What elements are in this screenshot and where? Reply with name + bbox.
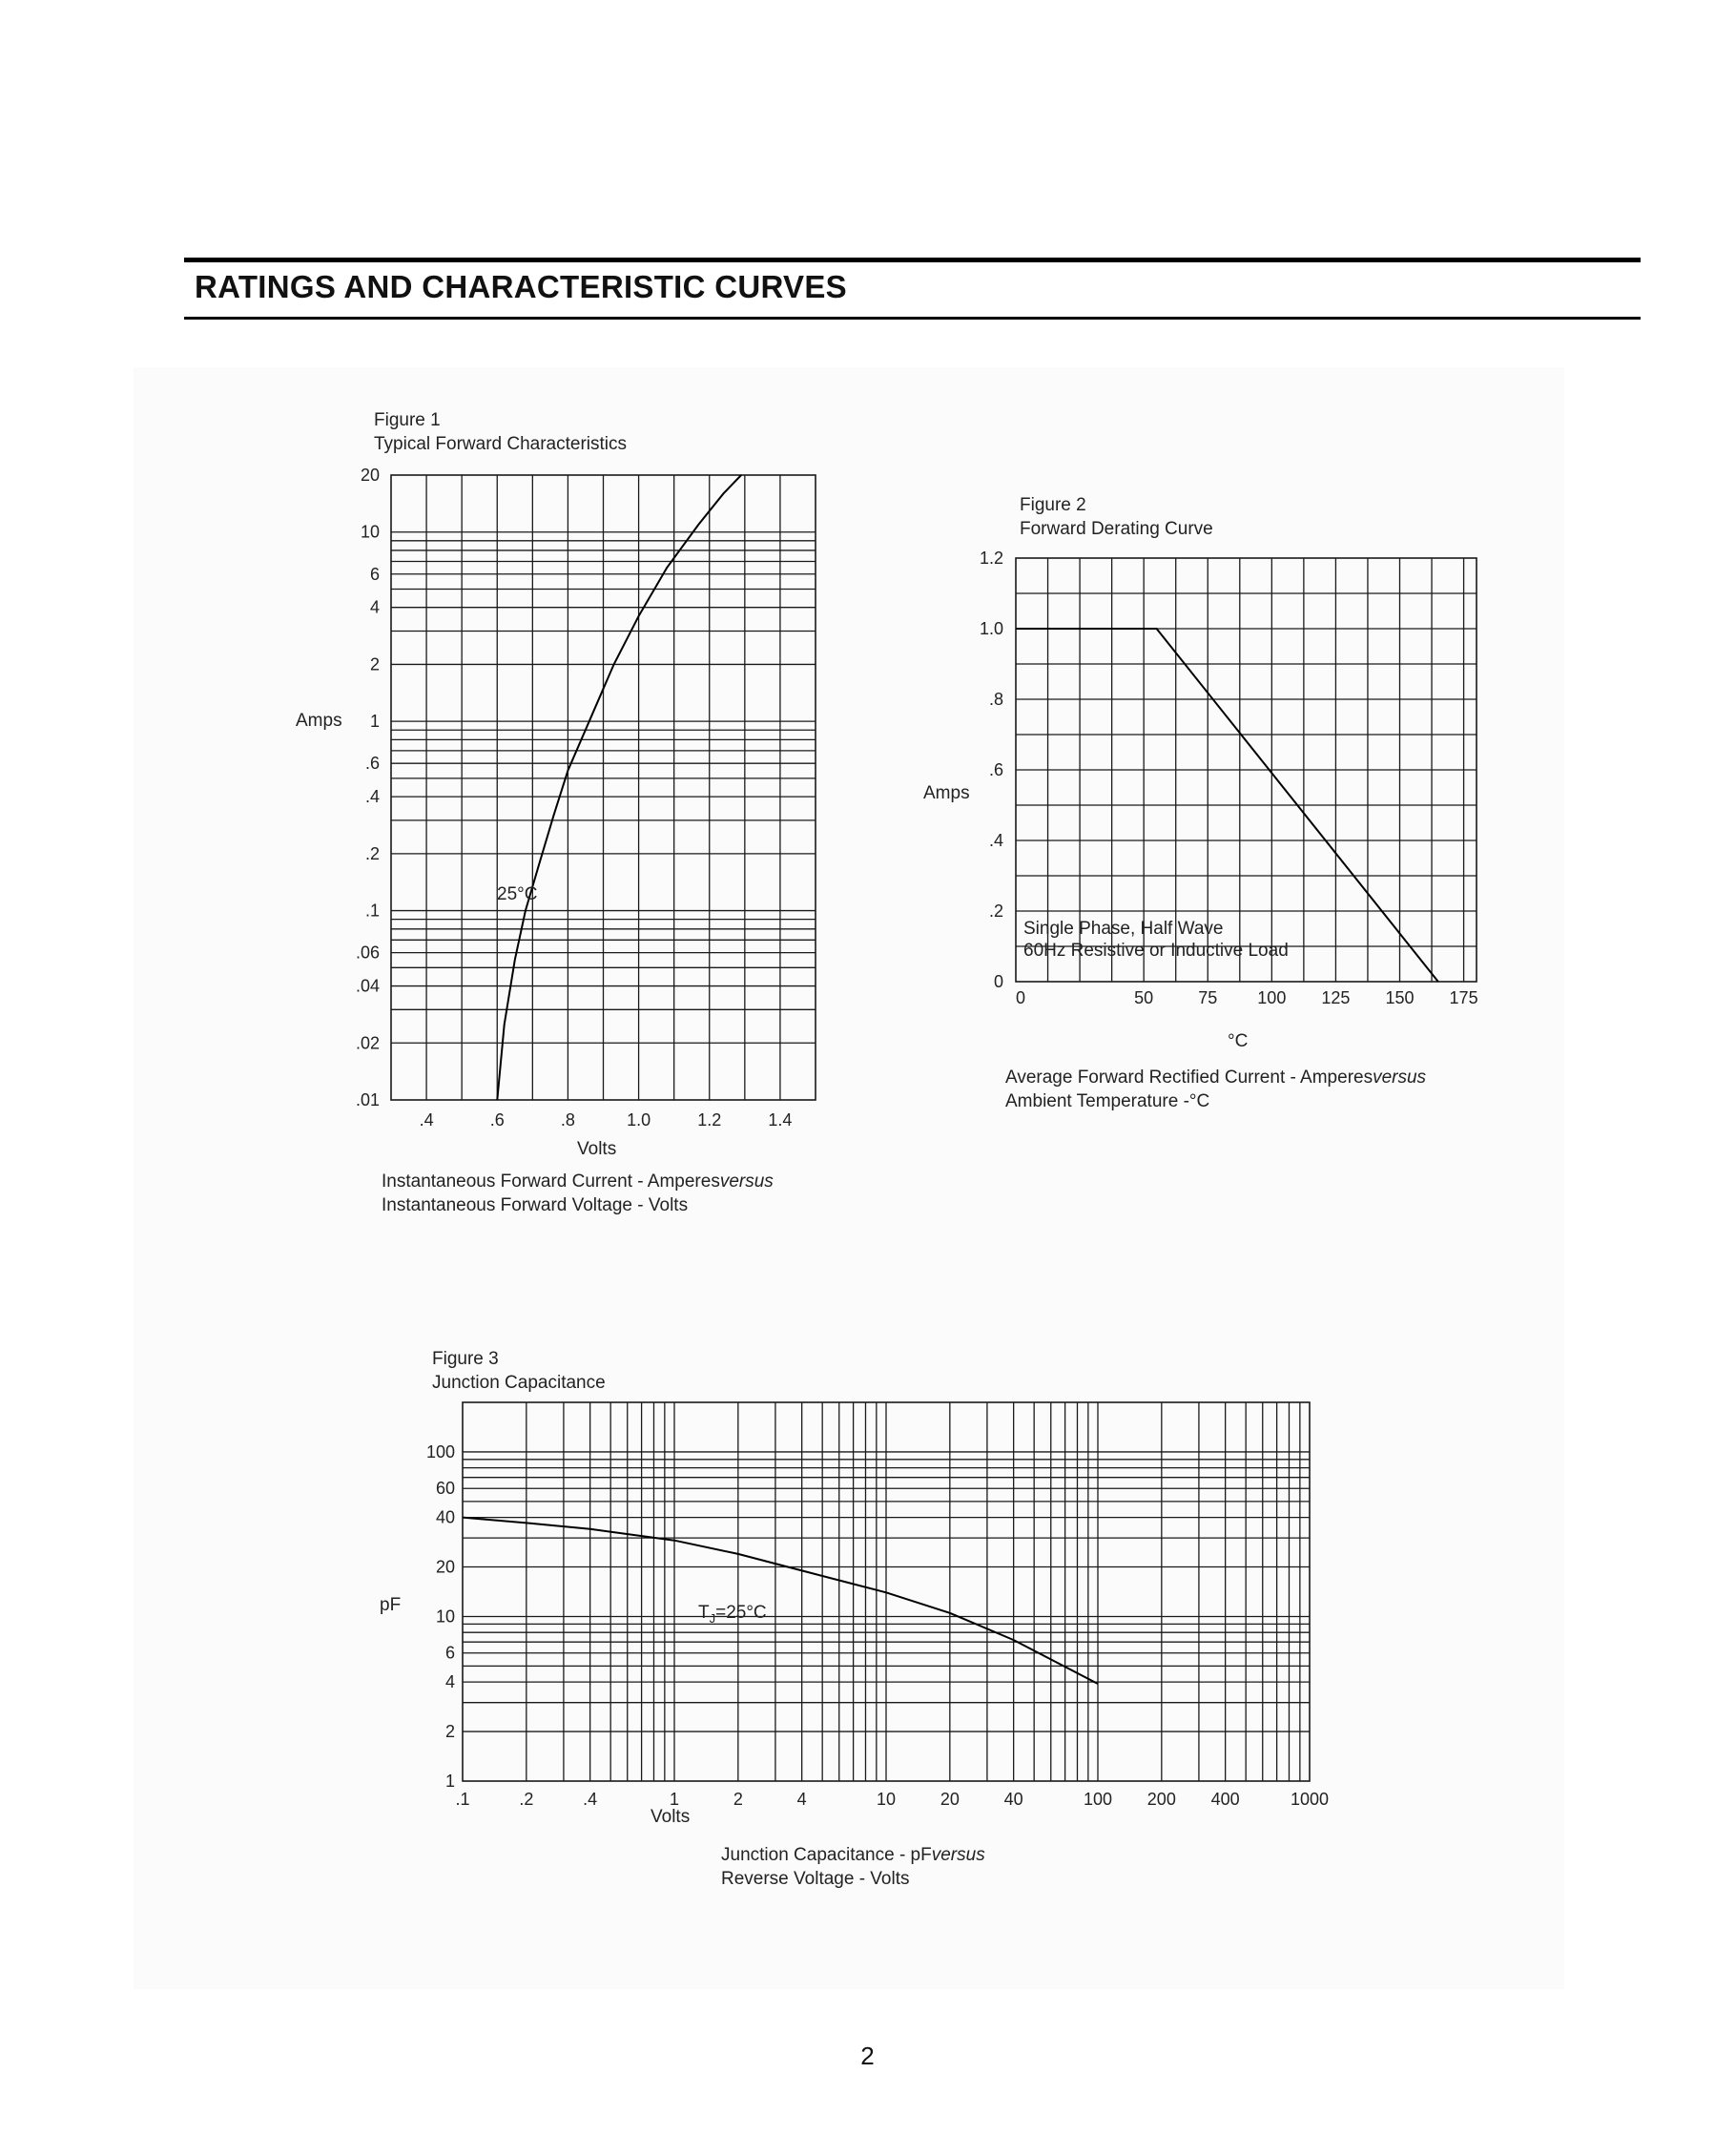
figure-2-annotation-line2: 60Hz Resistive or Inductive Load (1023, 941, 1289, 961)
figure-3-x-tick-label: 1 (669, 1790, 680, 1809)
figure-3-x-tick-label: 2 (733, 1790, 743, 1809)
figure-2-x-tick-label: 175 (1449, 988, 1478, 1007)
figure-2-x-ticks (1016, 988, 1478, 1007)
figure-3-subtitle: Junction Capacitance (432, 1373, 606, 1393)
figure-2-y-tick-label: .2 (988, 902, 1003, 921)
figure-3-annotation-rest: =25°C (715, 1603, 767, 1623)
figure-3-x-tick-label: 20 (940, 1790, 960, 1809)
figure-3-ylabel: pF (380, 1595, 402, 1615)
figure-1-caption-line2: Instantaneous Forward Voltage - Volts (382, 1195, 689, 1215)
figure-3-x-tick-label: .1 (455, 1790, 470, 1809)
figure-2-ylabel: Amps (923, 783, 970, 803)
figure-2-xlabel: °C (1228, 1031, 1249, 1051)
figure-3-y-tick-label: 1 (444, 1772, 455, 1791)
figure-2-x-tick-label: 125 (1321, 988, 1351, 1007)
figure-1-x-tick-label: .4 (419, 1110, 434, 1130)
figure-1-y-tick-label: 10 (360, 522, 380, 542)
figure-3-annotation-sub: J (709, 1611, 716, 1626)
figure-1-subtitle: Typical Forward Characteristics (374, 434, 628, 454)
figure-3-curve (463, 1518, 1098, 1684)
figure-1-annotation: 25°C (497, 884, 538, 904)
figure-2-caption-main: Average Forward Rectified Current - Amperes (1005, 1068, 1374, 1088)
figure-2-subtitle: Forward Derating Curve (1020, 519, 1213, 539)
figure-3-x-tick-label: 4 (796, 1790, 807, 1809)
figure-2-y-tick-label: .4 (988, 831, 1003, 850)
figure-1-y-tick-label: 20 (360, 466, 380, 485)
figure-3-x-tick-label: 40 (1003, 1790, 1023, 1809)
figure-1-y-tick-label: .4 (364, 787, 380, 807)
figure-3-x-tick-label: 400 (1210, 1790, 1240, 1809)
figure-3-y-tick-label: 2 (444, 1722, 455, 1742)
figure-1-caption-versus: versus (719, 1171, 774, 1192)
figure-3 (380, 1349, 1329, 1889)
figure-1-curve (497, 475, 741, 1100)
figure-3-y-tick-label: 6 (444, 1643, 455, 1663)
figure-3-x-tick-label: .2 (519, 1790, 534, 1809)
figure-1-y-tick-label: .1 (364, 901, 380, 921)
figure-2-y-tick-label: .6 (988, 760, 1003, 779)
figure-1-x-tick-label: .6 (489, 1110, 505, 1130)
figure-2-x-tick-label: 150 (1385, 988, 1415, 1007)
figure-3-x-tick-label: .4 (583, 1790, 598, 1809)
figure-2-y-tick-label: 1.0 (979, 619, 1003, 638)
figure-3-y-tick-label: 40 (435, 1507, 455, 1527)
figure-3-y-tick-label: 20 (435, 1557, 455, 1577)
figure-1-grid (391, 475, 816, 1100)
figure-1-xlabel: Volts (577, 1139, 617, 1159)
figure-3-annotation (698, 1603, 767, 1626)
figure-1-y-ticks (356, 466, 380, 1109)
figure-1-y-tick-label: .06 (355, 943, 380, 963)
figure-1-y-tick-label: .2 (364, 843, 380, 863)
figure-2 (923, 495, 1478, 1111)
figure-1-ylabel: Amps (296, 711, 342, 731)
figure-3-xlabel: Volts (651, 1807, 691, 1827)
figure-2-y-tick-label: 0 (993, 972, 1003, 991)
figure-2-caption-line2: Ambient Temperature -°C (1005, 1091, 1210, 1111)
figure-1-y-tick-label: 6 (369, 564, 380, 584)
figure-3-y-tick-label: 10 (435, 1607, 455, 1627)
figure-1-y-tick-label: .6 (364, 754, 380, 774)
figure-1-label: Figure 1 (374, 410, 441, 430)
figure-3-caption-main: Junction Capacitance - pF (721, 1845, 932, 1865)
figure-2-annotation-line1: Single Phase, Half Wave (1023, 919, 1224, 939)
figure-2-y-ticks (980, 549, 1003, 991)
figure-1-x-ticks (420, 1110, 793, 1130)
figure-2-caption-versus: versus (1373, 1068, 1427, 1088)
figure-1-caption-main: Instantaneous Forward Current - Amperes (382, 1171, 720, 1192)
figure-1-y-tick-label: 2 (369, 654, 380, 674)
figure-1 (296, 410, 816, 1215)
figure-3-y-tick-label: 4 (444, 1672, 455, 1692)
figure-3-x-ticks (455, 1790, 1329, 1809)
figure-1-y-tick-label: 4 (369, 597, 380, 617)
figure-2-y-tick-label: 1.2 (979, 549, 1003, 568)
figure-2-x-tick-label: 75 (1198, 988, 1218, 1007)
figure-3-x-tick-label: 200 (1146, 1790, 1176, 1809)
figure-1-x-tick-label: 1.4 (768, 1110, 793, 1130)
figure-3-caption-line1 (721, 1845, 985, 1865)
figure-1-x-tick-label: 1.0 (627, 1110, 651, 1130)
figure-2-x-tick-label: 0 (1015, 988, 1026, 1007)
figure-3-annotation-t: T (698, 1603, 710, 1623)
figure-2-x-tick-label: 50 (1134, 988, 1154, 1007)
figure-3-caption-versus: versus (931, 1845, 985, 1865)
figure-3-x-tick-label: 100 (1083, 1790, 1113, 1809)
figure-1-x-tick-label: 1.2 (697, 1110, 722, 1130)
figure-2-x-tick-label: 100 (1257, 988, 1287, 1007)
figure-3-y-ticks (426, 1442, 455, 1791)
figure-3-x-tick-label: 1000 (1290, 1790, 1330, 1809)
figure-2-caption-line1 (1005, 1068, 1427, 1088)
figure-1-y-tick-label: 1 (369, 712, 380, 732)
page-number: 2 (860, 2042, 875, 2070)
figure-3-label: Figure 3 (432, 1349, 499, 1369)
figure-2-y-tick-label: .8 (988, 690, 1003, 709)
figure-1-caption-line1 (382, 1171, 774, 1192)
figure-3-x-tick-label: 10 (876, 1790, 897, 1809)
figure-3-y-tick-label: 100 (425, 1441, 455, 1462)
figure-3-y-tick-label: 60 (435, 1479, 455, 1499)
page-heading: RATINGS AND CHARACTERISTIC CURVES (195, 269, 847, 304)
figure-3-caption-line2: Reverse Voltage - Volts (721, 1869, 910, 1889)
figure-1-x-tick-label: .8 (560, 1110, 575, 1130)
figure-2-label: Figure 2 (1020, 495, 1086, 515)
figure-1-y-tick-label: .01 (355, 1090, 380, 1109)
figure-1-y-tick-label: .04 (355, 976, 380, 996)
figure-1-y-tick-label: .02 (355, 1033, 380, 1053)
